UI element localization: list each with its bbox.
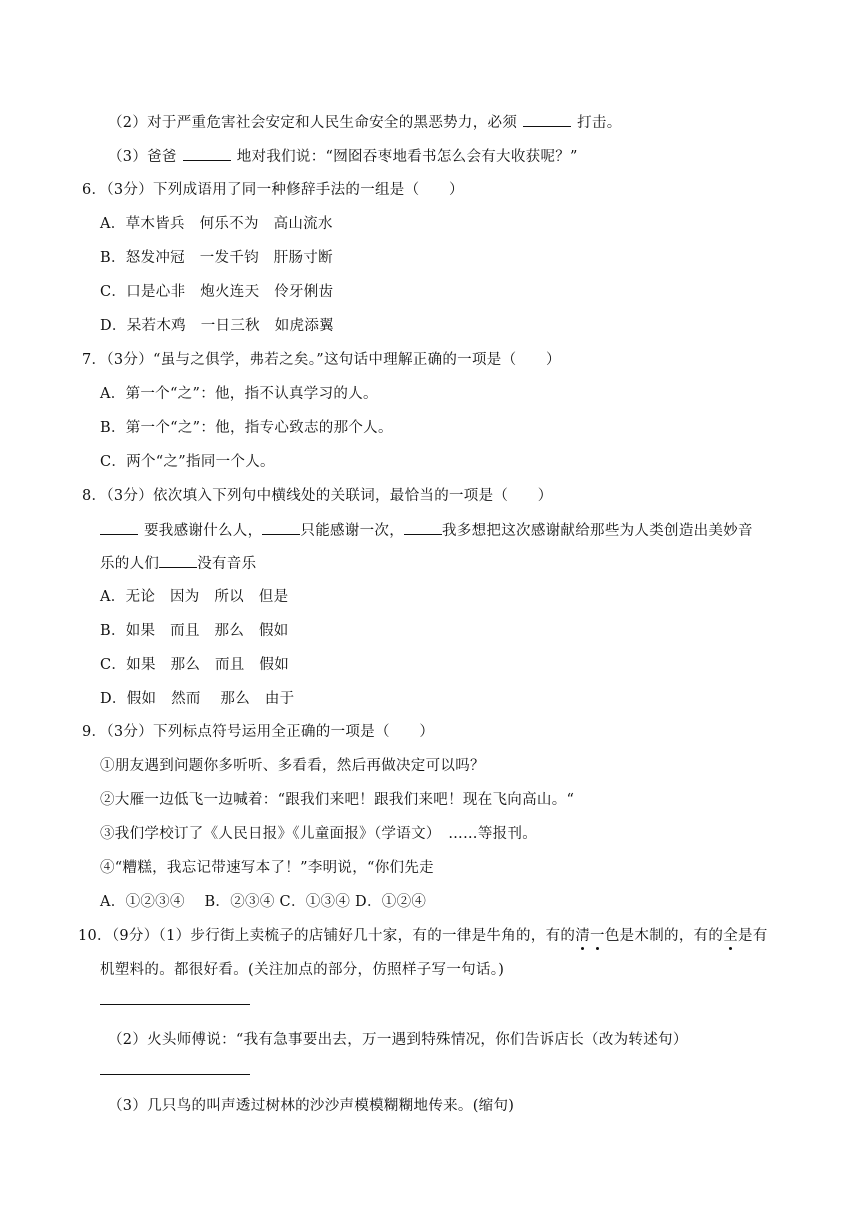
q8-sentence-line1 bbox=[100, 520, 753, 541]
q8-blank-3[interactable] bbox=[404, 520, 442, 535]
q10-line1 bbox=[78, 926, 768, 946]
q10-dotted-char-2: 一 bbox=[590, 928, 605, 944]
q7-option-a[interactable]: A．第一个“之”：他，指不认真学习的人。 bbox=[100, 386, 378, 402]
q8-blank-2[interactable] bbox=[262, 520, 300, 535]
q8-option-d[interactable]: D．假如 然而 那么 由于 bbox=[100, 691, 295, 707]
q10-answer-line-1[interactable] bbox=[100, 1004, 250, 1005]
q6-option-a[interactable]: A．草木皆兵 何乐不为 高山流水 bbox=[100, 216, 333, 232]
q5-item3-blank[interactable] bbox=[183, 146, 231, 161]
q8-sentence-part3: 我多想把这次感谢献给那些为人类创造出美妙音 bbox=[442, 523, 753, 539]
q10-item2: （2）火头师傅说：“我有急事要出去，万一遇到特殊情况，你们告诉店长（改为转述句） bbox=[108, 1032, 688, 1048]
q9-item-4: ④“糟糕，我忘记带速写本了！”李明说，“你们先走 bbox=[100, 860, 434, 876]
q9-options[interactable]: A．①②③④ B．②③④ C．①③④ D．①②④ bbox=[100, 894, 427, 910]
q8-sentence-part4: 乐的人们 bbox=[100, 556, 160, 572]
q7-stem: 7．（3分）“虽与之俱学，弗若之矣。”这句话中理解正确的一项是（ ） bbox=[82, 352, 561, 368]
q8-sentence-line2 bbox=[100, 553, 256, 574]
q6-option-d[interactable]: D．呆若木鸡 一日三秋 如虎添翼 bbox=[100, 318, 334, 334]
q8-sentence-part2: 只能感谢一次， bbox=[300, 523, 405, 539]
q10-answer-line-2[interactable] bbox=[100, 1074, 250, 1075]
q10-dotted-char-1: 清 bbox=[575, 928, 591, 944]
q5-item3-after: 地对我们说：“囫囵吞枣地看书怎么会有大收获呢？” bbox=[236, 149, 578, 165]
q8-option-c[interactable]: C．如果 那么 而且 假如 bbox=[100, 657, 289, 673]
q10-line1-b: 色是木制的，有的 bbox=[604, 928, 724, 944]
q10-dotted-char-3: 全 bbox=[723, 928, 739, 944]
q8-blank-4[interactable] bbox=[159, 553, 197, 568]
q5-item2 bbox=[108, 112, 622, 133]
q10-line1-a: 10．（9分）（1）步行街上卖梳子的店铺好几十家，有的一律是牛角的，有的 bbox=[78, 928, 576, 944]
q7-option-c[interactable]: C．两个“之”指同一个人。 bbox=[100, 454, 275, 470]
q8-option-b[interactable]: B．如果 而且 那么 假如 bbox=[100, 623, 289, 639]
q6-option-c[interactable]: C．口是心非 炮火连天 伶牙俐齿 bbox=[100, 284, 334, 300]
q5-item3 bbox=[108, 146, 578, 167]
q7-option-b[interactable]: B．第一个“之”：他，指专心致志的那个人。 bbox=[100, 420, 393, 436]
q8-stem: 8．（3分）依次填入下列句中横线处的关联词，最恰当的一项是（ ） bbox=[82, 488, 553, 504]
q10-line2: 机塑料的。都很好看。(关注加点的部分，仿照样子写一句话。) bbox=[100, 962, 505, 978]
q9-stem: 9．（3分）下列标点符号运用全正确的一项是（ ） bbox=[82, 724, 435, 740]
q5-item2-blank[interactable] bbox=[523, 112, 571, 127]
q8-sentence-part1: 要我感谢什么人， bbox=[144, 523, 263, 539]
q5-item3-before: （3）爸爸 bbox=[108, 149, 177, 165]
q9-item-1: ①朋友遇到问题你多听听、多看看，然后再做决定可以吗？ bbox=[100, 758, 485, 774]
q8-sentence-part5: 没有音乐 bbox=[197, 556, 257, 572]
q10-line1-c: 是有 bbox=[738, 928, 768, 944]
q6-option-b[interactable]: B．怒发冲冠 一发千钧 肝肠寸断 bbox=[100, 250, 333, 266]
q5-item2-after: 打击。 bbox=[577, 115, 622, 131]
q10-item3: （3）几只鸟的叫声透过树林的沙沙声模模糊糊地传来。(缩句) bbox=[108, 1098, 515, 1114]
q9-item-3: ③我们学校订了《人民日报》《儿童面报》（学语文） ……等报刊。 bbox=[100, 826, 538, 842]
q5-item2-before: （2）对于严重危害社会安定和人民生命安全的黑恶势力，必须 bbox=[108, 115, 518, 131]
q6-stem: 6．（3分）下列成语用了同一种修辞手法的一组是（ ） bbox=[82, 182, 464, 198]
q9-item-2: ②大雁一边低飞一边喊着：“跟我们来吧！跟我们来吧！现在飞向高山。“ bbox=[100, 792, 575, 808]
q8-blank-1[interactable] bbox=[100, 520, 138, 535]
q8-option-a[interactable]: A．无论 因为 所以 但是 bbox=[100, 589, 289, 605]
